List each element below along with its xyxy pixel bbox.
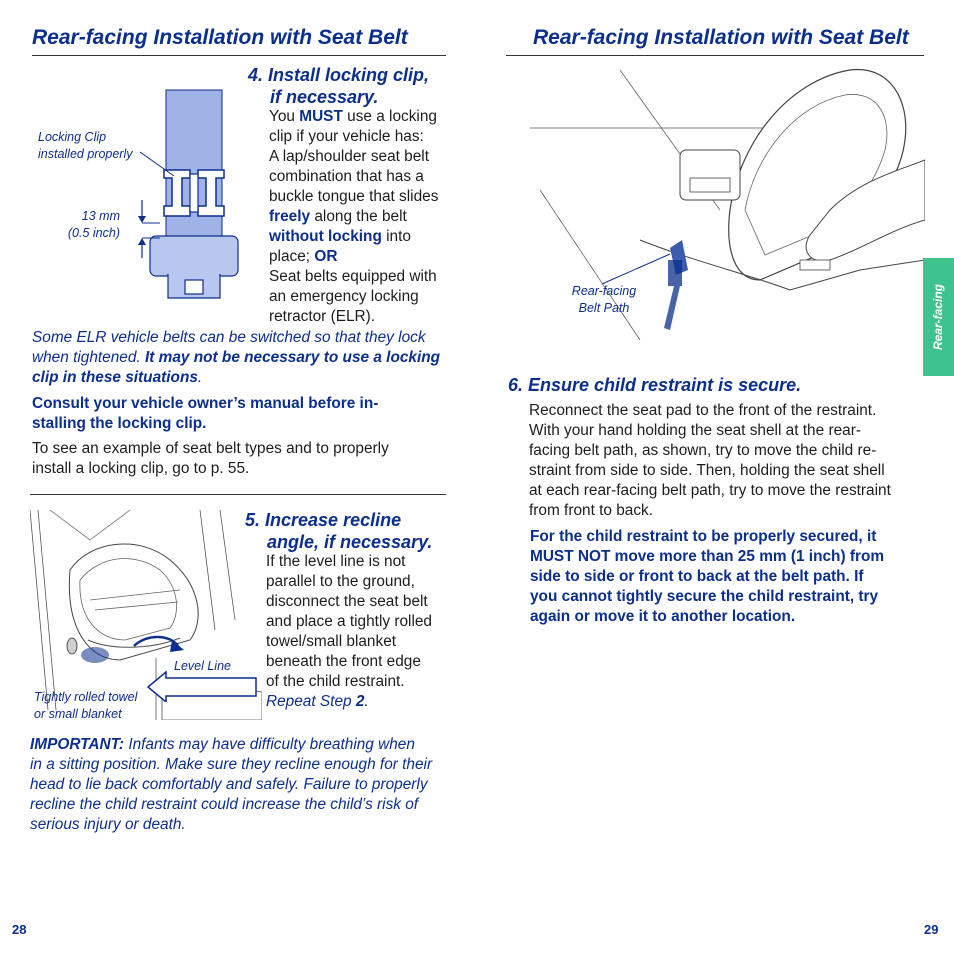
towel-caption: Tightly rolled towel or small blanket bbox=[34, 690, 138, 721]
step5-title: 5. Increase recline angle, if necessary. bbox=[245, 510, 433, 552]
locking-clip-leader-line bbox=[138, 150, 178, 180]
left-section-rule bbox=[30, 494, 446, 495]
measurement-caption: 13 mm (0.5 inch) bbox=[67, 209, 120, 240]
left-title-rule bbox=[32, 55, 446, 56]
belt-path-leader-line bbox=[598, 250, 678, 290]
step5-body: If the level line is not parallel to the ground, disconnect the seat belt and place a tightly rolled towel/small blanket beneath the front edge of the child restraint. Repeat Step 2. bbox=[266, 553, 432, 710]
right-title-rule bbox=[506, 55, 924, 56]
example-note: To see an example of seat belt types and to properly install a locking clip, go to p. 55. bbox=[32, 440, 389, 477]
side-tab-label: Rear-facing bbox=[931, 283, 946, 351]
consult-note: Consult your vehicle owner’s manual before in- stalling the locking clip. bbox=[32, 395, 379, 432]
section-side-tab bbox=[923, 258, 954, 376]
elr-note: Some ELR vehicle belts can be switched so that they lock when tightened. It may not be necessary to use a locking clip in these situations. bbox=[32, 329, 441, 386]
left-page-title: Rear-facing Installation with Seat Belt bbox=[32, 26, 408, 49]
important-note: IMPORTANT: Infants may have difficulty breathing when in a sitting position. Make sure they recline enough for their head to lie back comfortably and safely. Failure to properly recline the child restraint could increase the child’s risk of serious injury or death. bbox=[30, 736, 433, 833]
step4-body: You MUST use a locking clip if your vehicle has: A lap/shoulder seat belt combination that has a buckle tongue that slides freely along the belt without locking into place; OR Seat belts equipped with an emergency locking retractor (ELR). bbox=[269, 108, 439, 325]
locking-clip-caption: Locking Clip installed properly bbox=[38, 130, 133, 161]
step6-warning: For the child restraint to be properly secured, it MUST NOT move more than 25 mm (1 inch) from side to side or front to back at the belt path. If you cannot tightly secure the child restraint, try again or move it to another location. bbox=[530, 528, 885, 625]
step6-body: Reconnect the seat pad to the front of the restraint. With your hand holding the seat shell at the rear- facing belt path, as shown, try to move the child re- straint from side to side. Then, holding the seat shell at each rear-facing belt path, try to move the restraint from front to back. bbox=[529, 402, 891, 519]
step6-title: 6. Ensure child restraint is secure. bbox=[508, 375, 802, 395]
locking-clip-figure bbox=[130, 88, 245, 303]
step4-title: 4. Install locking clip, if necessary. bbox=[248, 65, 430, 107]
left-page-number: 28 bbox=[12, 922, 27, 937]
right-page-title: Rear-facing Installation with Seat Belt bbox=[533, 26, 909, 49]
right-page-number: 29 bbox=[924, 922, 939, 937]
belt-path-caption: Rear-facing Belt Path bbox=[571, 284, 637, 315]
level-line-caption: Level Line bbox=[174, 659, 231, 673]
measurement-arrows bbox=[132, 198, 162, 258]
